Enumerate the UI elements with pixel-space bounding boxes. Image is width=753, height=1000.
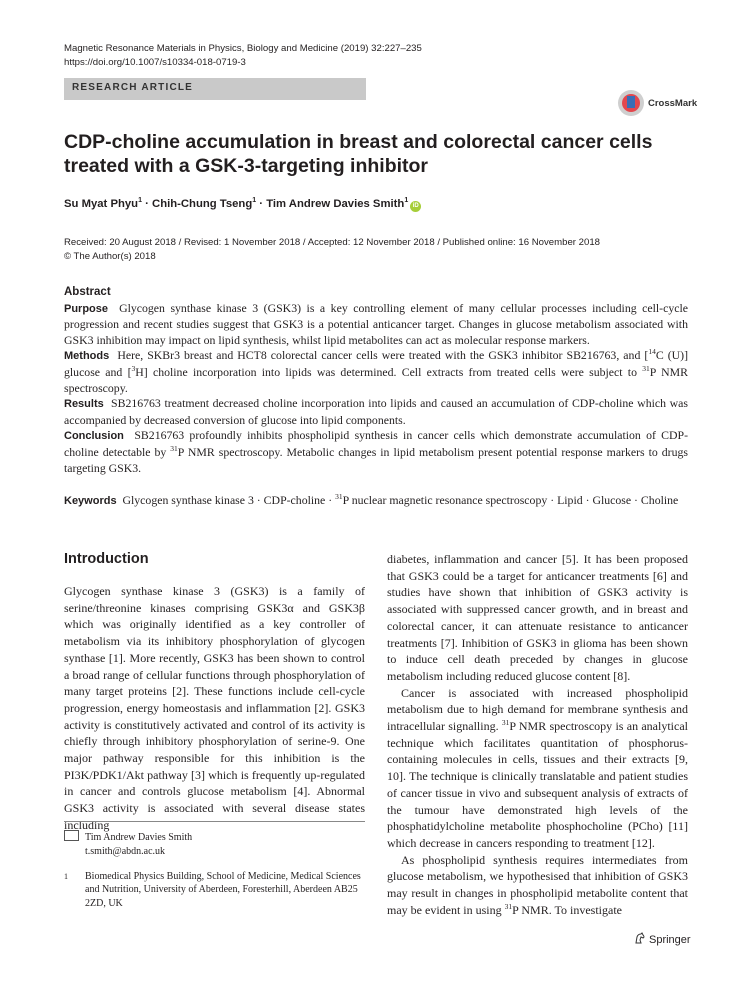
- author-name[interactable]: Chih-Chung Tseng: [152, 197, 253, 210]
- intro-paragraph: Glycogen synthase kinase 3 (GSK3) is a family of serine/threonine kinases comprising GSK3α and GSK3β which was originally identified as a key controller of metabolism via its inhibitory phosphorylation of glycogen synthase [1]. More recently, GSK3 has been shown to control a broad range of cellular functions through phosphorylation of many target proteins [2]. These functions include cell-cycle progression, energy homeostasis and inflammation [2]. GSK3 activity is constitutively activated and control of its activity is chiefly through inhibitory phosphorylation of serine-9. One major pathway responsible for this inhibition is the PI3K/PDK1/Akt pathway [3] which is frequently up-regulated in cancer and controls glucose metabolism [4]. Abnormal GSK3 activity is associated with several disease states including: [64, 584, 365, 832]
- introduction-heading: Introduction: [64, 551, 149, 567]
- left-column: [64, 583, 365, 834]
- article-title: CDP-choline accumulation in breast and colorectal cancer cells treated with a GSK-3-targeting inhibitor: [64, 131, 653, 177]
- journal-citation: Magnetic Resonance Materials in Physics, Biology and Medicine (2019) 32:227–235: [64, 43, 422, 54]
- copyright: © The Author(s) 2018: [64, 250, 156, 262]
- abstract-heading: Abstract: [64, 286, 111, 298]
- affiliation-footnote: [64, 870, 365, 910]
- corresponding-author: [64, 830, 192, 858]
- results-text: SB216763 treatment decreased choline incorporation into lipids and caused an accumulation of CDP-choline which was accompanied by decreased conversion of glucose into lipid components.: [64, 396, 688, 427]
- article-type-label: RESEARCH ARTICLE: [72, 82, 194, 93]
- author-list: Su Myat Phyu$^1$ · Chih-Chung Tseng$^1$ · Tim Andrew Davies Smith$^1$iD: [64, 197, 421, 212]
- affiliation-marker: 1: [252, 197, 257, 204]
- intro-paragraph: Cancer is associated with increased phospholipid metabolism due to high demand for membrane synthesis and intracellular signalling. $^{31}$P NMR spectroscopy is an analytical technique which facilitates quantitation of phosphorus-containing molecules in cells, tissues and their extracts [9, 10]. The technique is clinically translatable and patient studies of cancer tissue in vivo and subsequent analysis of extracts of the tumour have demonstrated high levels of the phosphatidylcholine metabolite phosphocholine (PCho) [11] which decrease in cancers responding to treatment [12].: [387, 685, 688, 850]
- orcid-icon[interactable]: iD: [410, 201, 421, 212]
- affiliation-text: Biomedical Physics Building, School of Medicine, Medical Sciences and Nutrition, University of Aberdeen, Foresterhill, Aberdeen AB25 2ZD, UK: [85, 871, 361, 909]
- affiliation-marker: 1: [404, 197, 409, 204]
- doi-link[interactable]: https://doi.org/10.1007/s10334-018-0719-3: [64, 56, 246, 68]
- author-name[interactable]: Su Myat Phyu: [64, 197, 139, 210]
- corresponding-name: Tim Andrew Davies Smith: [85, 832, 193, 843]
- envelope-icon: [64, 830, 79, 841]
- journal-header: [64, 42, 422, 69]
- springer-label: Springer: [649, 934, 691, 946]
- abstract: Abstract Purpose Glycogen synthase kinase 3 (GSK3) is a key controlling element of many cellular processes including cell-cycle progression and recent studies suggest that GSK3 is a potential anticancer target. Changes in glucose metabolism associated with GSK3 inhibition may impact on lipid synthesis, whilst lipid metabolites can act as molecular response markers. Methods Here, SKBr3 breast and HCT8 colorectal cancer cells were treated with the GSK3 inhibitor SB216763, and [$^{14}$C (U)] glucose and [$^3$H] choline incorporation into lipids was determined. Cell extracts from treated cells were subject to $^{31}$P NMR spectroscopy. Results SB216763 treatment decreased choline incorporation into lipids and caused an accumulation of CDP-choline which was accompanied by decreased conversion of glucose into lipid components. Conclusion SB216763 profoundly inhibits phospholipid synthesis in cancer cells which demonstrate accumulation of CDP-choline detectable by $^{31}$P NMR spectroscopy. Metabolic changes in lipid metabolism present potential response markers to drugs targeting GSK3.: [64, 286, 689, 475]
- springer-logo: [634, 932, 691, 946]
- springer-horse-icon: [634, 932, 646, 944]
- affiliation-number: 1: [64, 872, 68, 881]
- intro-paragraph: As phospholipid synthesis requires intermediates from glucose metabolism, we hypothesised that inhibition of GSK3 may result in changes in phospholipid metabolite content that may be evident in using $^{31}$P NMR. To investigate: [387, 852, 688, 917]
- conclusion-heading: Conclusion: [64, 430, 124, 443]
- keywords-heading: Keywords: [64, 494, 117, 507]
- purpose-heading: Purpose: [64, 302, 109, 315]
- intro-paragraph: diabetes, inflammation and cancer [5]. It has been proposed that GSK3 could be a target for anticancer treatments [6] and studies have shown that inhibition of GSK3 activity is associated with suppressed cancer growth, and in breast and colorectal cancer, it can attenuate resistance to anticancer treatments [7]. Inhibition of GSK3 in glioma has been shown to induce cell death preceded by changes in glucose metabolism including reduced glucose content [8].: [387, 552, 688, 683]
- corresponding-email[interactable]: t.smith@abdn.ac.uk: [85, 845, 166, 857]
- article-type-banner: [64, 78, 366, 100]
- methods-heading: Methods: [64, 350, 110, 363]
- footnote-divider: [64, 821, 365, 822]
- results-heading: Results: [64, 398, 104, 411]
- author-name[interactable]: Tim Andrew Davies Smith: [266, 197, 405, 210]
- purpose-text: Glycogen synthase kinase 3 (GSK3) is a key controlling element of many cellular processes including cell-cycle progression and recent studies suggest that GSK3 is a potential anticancer target. Changes in glucose metabolism associated with GSK3 inhibition may impact on lipid synthesis, whilst lipid metabolites can act as molecular response markers.: [64, 300, 688, 347]
- affiliation-marker: 1: [138, 197, 142, 204]
- crossmark-badge[interactable]: [618, 90, 728, 122]
- history-dates: Received: 20 August 2018 / Revised: 1 November 2018 / Accepted: 12 November 2018 / Published online: 16 November 2018: [64, 237, 600, 248]
- crossmark-label: CrossMark: [648, 98, 698, 109]
- right-column: [387, 551, 688, 918]
- keywords: Keywords Glycogen synthase kinase 3 · CDP-choline · $^{31}$P nuclear magnetic resonance spectroscopy · Lipid · Glucose · Choline: [64, 492, 679, 507]
- publication-dates: [64, 236, 600, 263]
